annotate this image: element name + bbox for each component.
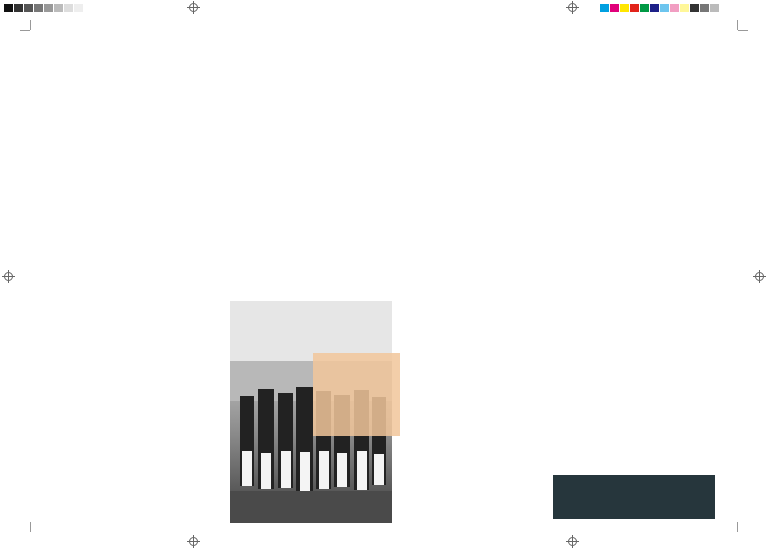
print-color-bar — [0, 2, 768, 14]
crop-mark — [737, 20, 738, 30]
left-column-2 — [231, 156, 351, 170]
right-column-1 — [420, 162, 544, 174]
side-title — [40, 58, 96, 308]
registration-mark-icon — [4, 272, 13, 281]
registration-mark-icon — [189, 537, 198, 546]
right-column-2 — [553, 162, 677, 170]
left-column-1 — [98, 156, 216, 166]
registration-mark-icon — [568, 537, 577, 546]
registration-mark-icon — [189, 3, 198, 12]
crop-mark — [30, 20, 31, 30]
crop-mark — [20, 30, 30, 31]
crop-mark — [738, 30, 748, 31]
registration-mark-icon — [568, 3, 577, 12]
crop-mark — [30, 522, 31, 532]
accent-block — [313, 353, 400, 436]
registration-mark-icon — [755, 272, 764, 281]
result-callout — [553, 475, 715, 519]
crop-mark — [737, 522, 738, 532]
